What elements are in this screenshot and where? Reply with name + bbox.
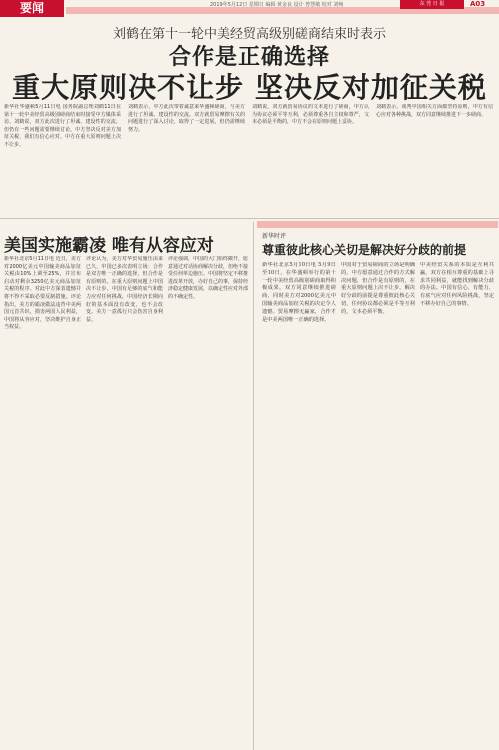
left-column-1: 新华社北京5月11日电 近日，美方对2000亿美元中国输美商品加征关税由10%上调至25%，并宣布启动对剩余3250亿美元商品加征关税的程序。对此中方深表遗憾并将不得不采取必要反制措施。评论指出，美方的霸凌做法违背中美两国元首共识，损害两国人民利益，中国将从容应对，坚决维护自身正当权益。	[4, 256, 81, 331]
left-column-2: 评论认为，美方对华贸易施压由来已久，中国已多次表明立场：合作是双方唯一正确的选择，但合作是有原则的。在重大原则问题上中国决不让步。中国有足够的底气和能力应对任何挑战，中国经济长期向好的基本面没有改变，也不会改变。美方一意孤行只会伤害自身利益。	[86, 256, 163, 323]
lead-kicker: 刘鹤在第十一轮中美经贸高级别磋商结束时表示	[112, 27, 386, 42]
lead-column-3: 刘鹤说，双方就贸易协议的文本进行了磋商，中方认为协议必须平等互利，必须尊重各自主权和尊严，文本必须是平衡的，中方不会在原则问题上妥协。	[252, 104, 369, 126]
commentary-strip	[257, 221, 498, 228]
column-divider	[253, 222, 254, 750]
paper-badge: 东 莞 日 报	[400, 0, 464, 9]
lead-column-1: 新华社华盛顿5月11日电 国务院副总理刘鹤11日在第十一轮中美经贸高级别磋商结束时接受中方媒体采访。刘鹤说，双方此次进行了坦诚、建设性的交流，但仍有一些问题需要继续讨论。中方坚决反对美方加征关税，我们有信心应对。中方在重大原则问题上决不让步。	[4, 104, 121, 148]
commentary-column-3: 中美经贸关系的本质是互利共赢，双方在相互尊重的基础上寻求共同利益，就能找到解决分歧的办法。中国有信心、有能力、有底气应对任何风险挑战，坚定不移办好自己的事情。	[420, 262, 494, 307]
commentary-column-1: 新华社北京5月10日电 5月9日至10日，在华盛顿举行的第十一轮中美经贸高级别磋商取得积极成果。双方同意继续推进磋商，同时美方对2000亿美元中国输美商品加征关税的决定令人遗憾。贸易摩擦无赢家，合作才是中美两国唯一正确的选择。	[262, 262, 336, 323]
left-column-3: 评论强调，中国的大门始终敞开，愿意通过对话协商解决分歧，但绝不接受任何单边施压。中国将坚定不移推进改革开放，办好自己的事，保持经济稳定健康发展，以确定性应对外部的不确定性。	[168, 256, 248, 300]
page-number: A03	[470, 0, 486, 8]
section-divider	[0, 218, 499, 219]
lead-column-4: 刘鹤表示，谈判中国相关方面都坚持原则，中方有信心应对各种挑战，双方同意继续推进下一步磋商。	[376, 104, 493, 118]
date-line: 2019年5月12日 星期日 编辑 黄金良 设计 曾慧敏 校对 刘畅	[210, 2, 344, 8]
lead-column-2: 刘鹤表示，中方此次带着诚意来华盛顿磋商，与美方进行了坦诚、建设性的交流。双方就贸易摩擦有关的问题进行了深入讨论，取得了一定进展，但仍需继续努力。	[128, 104, 245, 133]
left-headline: 美国实施霸凌 唯有从容应对	[4, 236, 214, 256]
lead-subtitle: 重大原则决不让步 坚决反对加征关税	[12, 71, 487, 104]
lead-title: 合作是正确选择	[168, 45, 330, 70]
commentary-label: 新华时评	[262, 233, 287, 240]
commentary-column-2: 中国对于贸易磋商的立场是明确的，中方愿意通过合作的方式解决问题，但合作是有原则的，在重大原则问题上决不让步。解决好分歧的前提是尊重彼此核心关切，任何协议都必须是平等互利的，文本必须平衡。	[341, 262, 415, 315]
commentary-title: 尊重彼此核心关切是解决好分歧的前提	[262, 243, 467, 257]
section-tag: 要闻	[0, 0, 64, 17]
